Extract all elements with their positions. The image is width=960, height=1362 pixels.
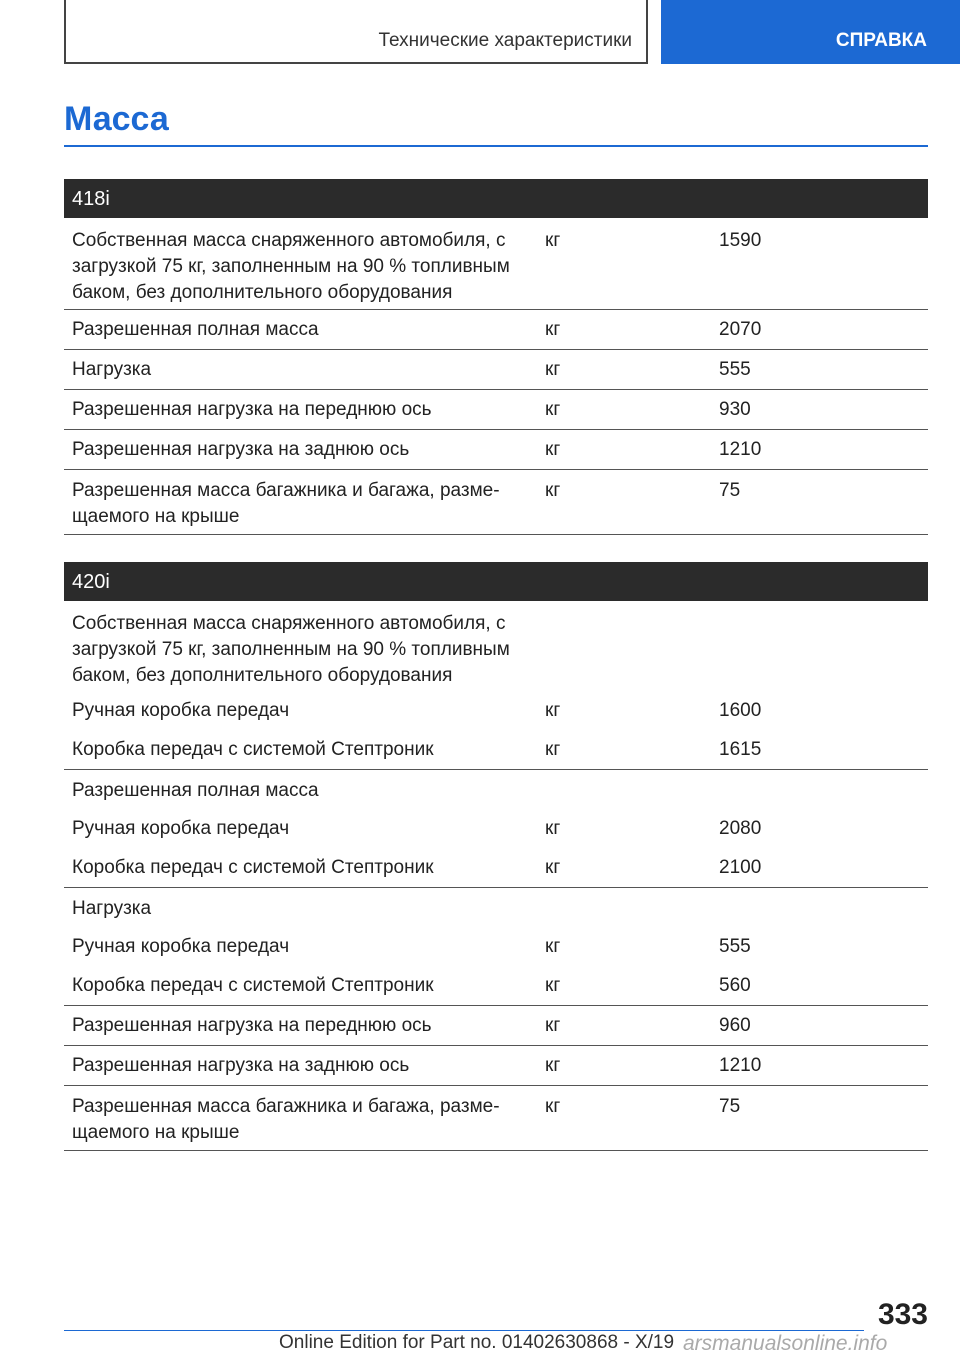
row-description: Разрешенная полная масса [72, 319, 319, 340]
table-row [64, 1046, 928, 1086]
row-description: Нагрузка [72, 898, 152, 919]
row-unit: кг [545, 1015, 561, 1036]
row-description: Разрешенная нагрузка на заднюю ось [72, 1055, 410, 1076]
page-title: Масса [64, 100, 169, 138]
row-description: Разрешенная масса багажника и багажа, разме-щаемого на крыше [72, 1096, 500, 1143]
row-unit: кг [545, 857, 561, 878]
row-description: Разрешенная нагрузка на заднюю ось [72, 439, 410, 460]
table-row [64, 601, 928, 692]
row-description: Собственная масса снаряженного автомобиля, с загрузкой 75 кг, заполненным на 90 % топливным баком, без дополнительного оборудования [72, 613, 510, 686]
row-value: 1590 [719, 230, 762, 251]
table-row [64, 1006, 928, 1046]
row-value: 560 [719, 975, 751, 996]
footer-edition-text: Online Edition for Part no. 01402630868 - X/19 [279, 1332, 675, 1353]
row-unit: кг [545, 480, 561, 501]
header-section-title: Технические характеристики [378, 30, 632, 51]
row-description: Разрешенная полная масса [72, 780, 319, 801]
row-unit: кг [545, 936, 561, 957]
row-description: Ручная коробка передач [72, 936, 290, 957]
header-section-tab [64, 0, 648, 64]
table-row [64, 430, 928, 470]
row-value: 960 [719, 1015, 751, 1036]
row-unit: кг [545, 975, 561, 996]
table-header: 420i [64, 562, 928, 601]
table-row [64, 809, 928, 848]
table-row [64, 310, 928, 350]
row-unit: кг [545, 439, 561, 460]
row-unit: кг [545, 1096, 561, 1117]
row-value: 555 [719, 359, 751, 380]
page-number: 333 [877, 1298, 928, 1331]
row-value: 2100 [719, 857, 762, 878]
row-description: Коробка передач с системой Стептроник [72, 857, 434, 878]
footer-divider [64, 1330, 864, 1331]
row-value: 75 [719, 480, 741, 501]
table-row [64, 927, 928, 966]
row-unit: кг [545, 230, 561, 251]
row-value: 75 [719, 1096, 741, 1117]
watermark-text: arsmanualsonline.info [683, 1332, 888, 1355]
row-description: Ручная коробка передач [72, 818, 290, 839]
table-row [64, 350, 928, 390]
row-value: 555 [719, 936, 751, 957]
row-unit: кг [545, 319, 561, 340]
row-value: 2070 [719, 319, 762, 340]
table-row [64, 1086, 928, 1151]
row-description: Разрешенная нагрузка на переднюю ось [72, 1015, 432, 1036]
header-chapter-title: СПРАВКА [835, 30, 927, 51]
table-row [64, 218, 928, 310]
row-unit: кг [545, 359, 561, 380]
table-row [64, 770, 928, 809]
table-header: 418i [64, 179, 928, 218]
row-description: Коробка передач с системой Стептроник [72, 739, 434, 760]
row-value: 930 [719, 399, 751, 420]
row-unit: кг [545, 1055, 561, 1076]
table-row [64, 888, 928, 927]
header-chapter-tab[interactable] [661, 0, 960, 64]
row-description: Собственная масса снаряженного автомобиля, с загрузкой 75 кг, заполненным на 90 % топливным баком, без дополнительного оборудования [72, 230, 510, 303]
table-row [64, 470, 928, 535]
table-row [64, 731, 928, 770]
row-unit: кг [545, 700, 561, 721]
row-value: 1615 [719, 739, 762, 760]
title-divider [64, 145, 928, 147]
table-row [64, 390, 928, 430]
row-unit: кг [545, 739, 561, 760]
row-description: Ручная коробка передач [72, 700, 290, 721]
row-unit: кг [545, 399, 561, 420]
row-description: Разрешенная нагрузка на переднюю ось [72, 399, 432, 420]
row-description: Нагрузка [72, 359, 152, 380]
table-row [64, 848, 928, 888]
row-description: Коробка передач с системой Стептроник [72, 975, 434, 996]
table-420i [64, 562, 928, 1151]
table-row [64, 692, 928, 731]
row-unit: кг [545, 818, 561, 839]
row-value: 1600 [719, 700, 762, 721]
row-value: 1210 [719, 439, 762, 460]
row-value: 2080 [719, 818, 762, 839]
row-value: 1210 [719, 1055, 762, 1076]
table-row [64, 966, 928, 1006]
table-418i [64, 179, 928, 535]
row-description: Разрешенная масса багажника и багажа, разме-щаемого на крыше [72, 480, 500, 527]
